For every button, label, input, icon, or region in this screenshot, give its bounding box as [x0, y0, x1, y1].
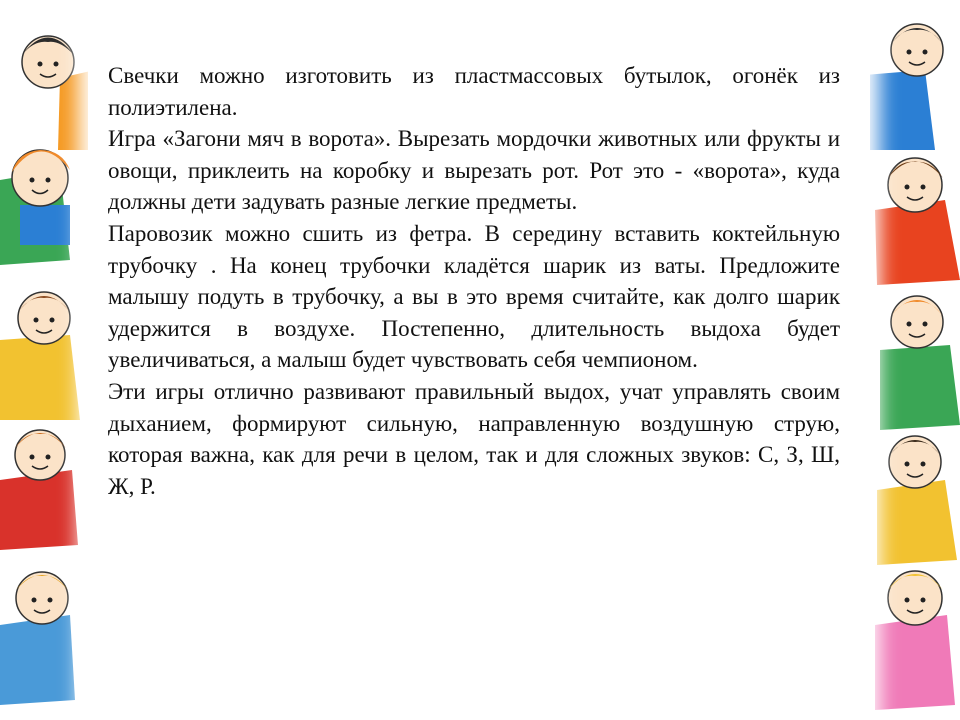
- document-body: [108, 60, 840, 502]
- left-kids-border: [0, 0, 95, 720]
- right-kids-border: [865, 0, 960, 720]
- paragraph-train: Паровозик можно сшить из фетра. В середину вставить коктейльную трубочку . На конец трубочки кладётся шарик из ваты. Предложите малышу подуть в трубочку, а вы в это время считайте, как долго шарик удержится в воздухе. Постепенно, длительность выдоха будет увеличиваться, а малыш будет чувствовать себя чемпионом.: [108, 220, 840, 373]
- paragraph-goal-game: Игра «Загони мяч в ворота». Вырезать мордочки животных или фрукты и овощи, приклеить на коробку и вырезать рот. Рот это - «ворота», куда должны дети задувать разные легкие предметы.: [108, 126, 840, 215]
- paragraph-summary: Эти игры отлично развивают правильный выдох, учат управлять своим дыханием, формируют сильную, направленную воздушную струю, которая важна, как для речи в целом, так и для сложных звуков: С, З, Ш, Ж, Р.: [108, 378, 840, 499]
- paragraph-candles: Свечки можно изготовить из пластмассовых бутылок, огонёк из полиэтилена.: [108, 63, 840, 120]
- cartoon-children-icon: [0, 0, 95, 720]
- cartoon-children-icon: [865, 0, 960, 720]
